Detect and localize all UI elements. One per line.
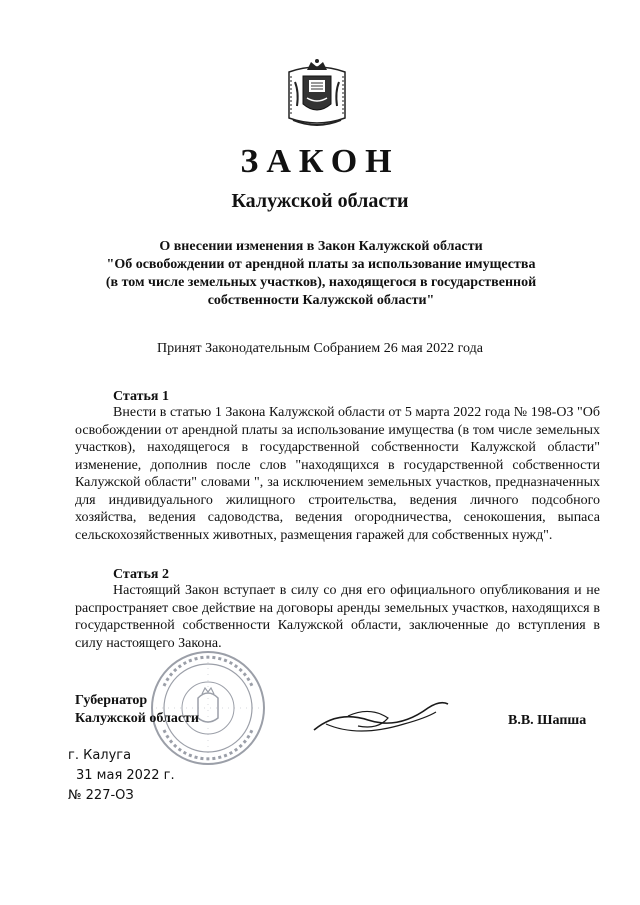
governor-position-line: Калужской области bbox=[75, 711, 199, 726]
article-1-heading: Статья 1 bbox=[113, 389, 169, 404]
article-2-heading: Статья 2 bbox=[113, 567, 169, 582]
amendment-title-line: "Об освобождении от арендной платы за использование имущества bbox=[106, 257, 536, 272]
governor-name: В.В. Шапша bbox=[508, 713, 587, 728]
signing-city: г. Калуга bbox=[68, 748, 132, 763]
amendment-title bbox=[96, 238, 546, 310]
kaluga-coat-of-arms-icon bbox=[285, 58, 349, 134]
article-1-text: Внести в статью 1 Закона Калужской области от 5 марта 2022 года № 198-ОЗ "Об освобождении от арендной платы за использование имущества (в том числе земельных участков), находящегося в государственной собственности Калужской области" изменение, дополнив после слов "находящихся в государственной собственности Калужской области" словами ", за исключением земельных участков, предназначенных для индивидуального жилищного строительства, ведения личного подсобного хозяйства, ведения садоводства, ведения огородничества, сенокошения, выпаса сельскохозяйственных животных, размещения гаражей для собственных нужд". bbox=[75, 405, 600, 543]
article-2-text: Настоящий Закон вступает в силу со дня его официального опубликования и не распространяет свое действие на договоры аренды земельных участков, находящихся в государственной собственности Калужской области, заключенные до вступления в силу настоящего Закона. bbox=[75, 583, 600, 651]
law-title: ЗАКОН bbox=[240, 143, 400, 180]
law-number: № 227-ОЗ bbox=[68, 788, 134, 803]
governor-position bbox=[75, 692, 199, 728]
amendment-title-line: собственности Калужской области" bbox=[207, 293, 435, 308]
region-name: Калужской области bbox=[231, 190, 409, 212]
amendment-title-line: О внесении изменения в Закон Калужской области bbox=[159, 239, 483, 254]
amendment-title-line: (в том числе земельных участков), находящегося в государственной bbox=[105, 275, 537, 290]
governor-position-line: Губернатор bbox=[75, 693, 148, 708]
handwritten-signature-icon bbox=[308, 690, 458, 750]
signing-date: 31 мая 2022 г. bbox=[76, 768, 175, 783]
signing-details bbox=[68, 746, 175, 806]
adoption-statement: Принят Законодательным Собранием 26 мая 2022 года bbox=[157, 341, 483, 356]
